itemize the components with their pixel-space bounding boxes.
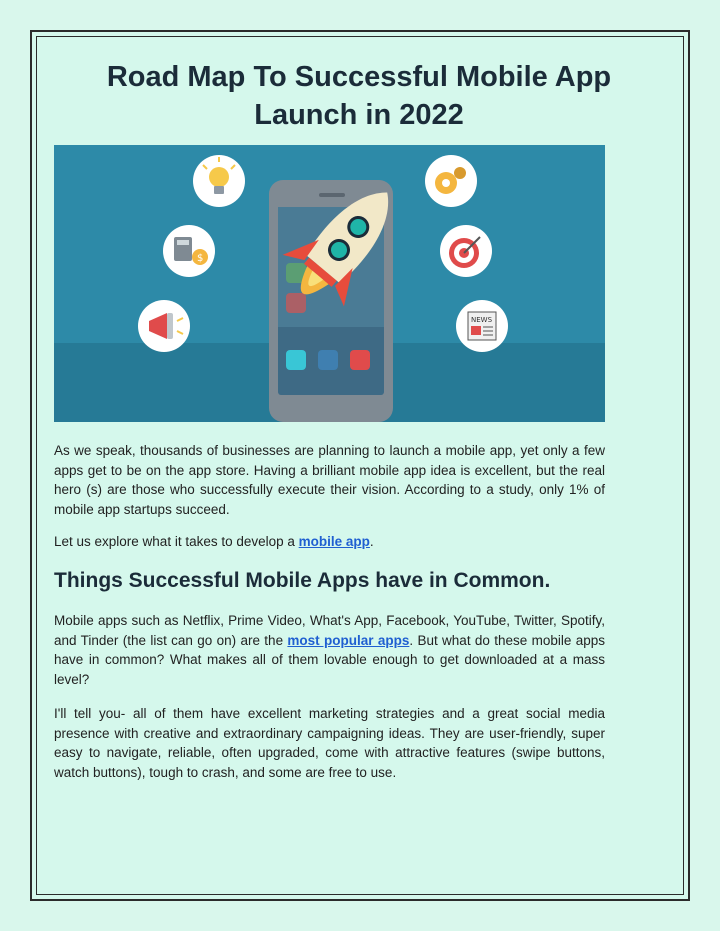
page-title: Road Map To Successful Mobile App Launch in 2022 — [106, 61, 612, 131]
hero-illustration — [54, 145, 605, 422]
popular-apps-paragraph — [54, 611, 605, 689]
explore-paragraph — [54, 532, 605, 552]
news-label: NEWS — [471, 316, 493, 324]
intro-paragraph: As we speak, thousands of businesses are planning to launch a mobile app, yet only a few apps get to be on the app store. Having a brilliant mobile app idea is excellent, but the real hero (s) are those who successfully execute their vision. According to a study, only 1% of mobile app startups succeed. — [54, 443, 605, 517]
megaphone-icon — [138, 300, 190, 352]
target-icon — [440, 225, 492, 277]
svg-text:$: $ — [197, 253, 204, 264]
section-heading: Things Successful Mobile Apps have in Common. — [54, 569, 551, 592]
mobile-app-link[interactable]: mobile app — [298, 534, 370, 549]
popular-apps-text: Mobile apps such as Netflix, Prime Video, What's App, Facebook, YouTube, Twitter, Spotify, and Tinder (the list can go on) are the — [54, 613, 605, 648]
popular-apps-text-end: . But what do these mobile apps have in common? What makes all of them lovable enough to get downloaded at a mass level? — [54, 632, 605, 687]
explore-text-end: . — [369, 534, 374, 549]
most-popular-apps-link[interactable]: most popular apps — [287, 632, 410, 648]
news-icon — [456, 300, 508, 352]
lightbulb-icon — [193, 155, 245, 207]
hero-svg — [54, 145, 605, 422]
marketing-paragraph: I'll tell you- all of them have excellent marketing strategies and a great social media presence with creative and extraordinary campaigning ideas. They are user-friendly, super easy to navigate, reliable, often upgraded, come with attractive features (swipe buttons, watch buttons), tough to crash, and some are free to use. — [54, 706, 605, 780]
gear-dollar-icon — [425, 155, 477, 207]
calculator-money-icon — [163, 225, 215, 277]
explore-text: Let us explore what it takes to develop a — [54, 534, 299, 549]
